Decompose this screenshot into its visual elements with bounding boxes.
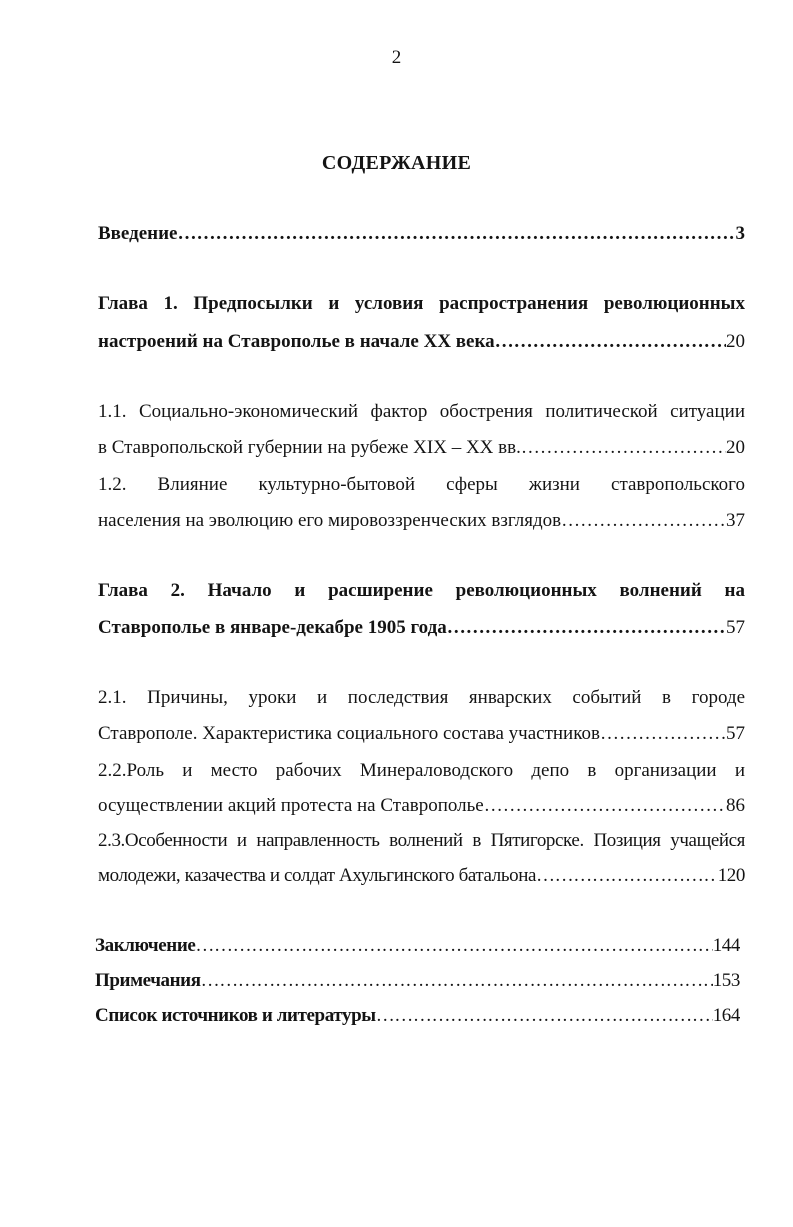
toc-entry-label: населения на эволюцию его мировоззренческих взглядов [98,510,562,531]
toc-section-1-1-line-2 [98,436,745,460]
toc-page-number: 153 [712,970,740,991]
toc-leader-dots [195,934,712,958]
toc-leader-dots [376,1004,713,1028]
toc-entry-label: Введение [98,223,178,244]
toc-leader-dots [561,509,726,533]
toc-section-2-1-line-2 [98,722,745,746]
toc-page-number: 57 [726,723,745,744]
toc-page-number: 37 [726,510,745,531]
toc-entry-label: Примечания [95,970,201,991]
toc-chapter-1-line-2 [98,330,745,354]
page-number: 2 [391,47,402,68]
toc-leader-dots [600,722,726,746]
toc-chapter-1-line-1: Глава 1. Предпосылки и условия распространения революционных [98,293,745,314]
toc-leader-dots [521,436,726,460]
toc-section-2-2-line-1: 2.2.Роль и место рабочих Минераловодского депо в организации и [98,760,745,781]
toc-page-number: 57 [726,617,745,638]
toc-section-2-1-line-1: 2.1. Причины, уроки и последствия январских событий в городе [98,687,745,708]
toc-entry-label: молодежи, казачества и солдат Ахульгинского батальона [98,865,537,886]
page-title: СОДЕРЖАНИЕ [321,152,472,174]
toc-entry-label: в Ставропольской губернии на рубеже XIX – XX вв. [98,437,521,458]
toc-entry-label: настроений на Ставрополье в начале XX века [98,331,495,352]
toc-page-number: 20 [726,437,745,458]
toc-page-number: 120 [717,865,745,886]
toc-entry-conclusion [95,934,740,958]
toc-entry-label: Заключение [95,935,196,956]
toc-section-1-2-line-1: 1.2. Влияние культурно-бытовой сферы жизни ставропольского [98,474,745,495]
toc-section-1-1-line-1: 1.1. Социально-экономический фактор обострения политической ситуации [98,401,745,422]
toc-section-2-2-line-2 [98,794,745,818]
toc-page-number: 3 [735,223,745,244]
toc-leader-dots [178,222,736,246]
toc-page-number: 20 [726,331,745,352]
toc-entry-label: Список источников и литературы [95,1005,376,1026]
toc-page-number: 86 [726,795,745,816]
toc-chapter-2-line-2 [98,616,745,640]
toc-section-1-2-line-2 [98,509,745,533]
toc-leader-dots [447,616,726,640]
toc-entry-sources [95,1004,740,1028]
toc-section-2-3-line-2 [98,864,745,888]
toc-leader-dots [201,969,713,993]
toc-section-2-3-line-1: 2.3.Особенности и направленность волнений в Пятигорске. Позиция учащейся [98,830,745,851]
toc-leader-dots [536,864,718,888]
toc-leader-dots [495,330,726,354]
toc-entry-label: Ставрополье в январе-декабре 1905 года [98,617,447,638]
toc-entry-label: осуществлении акций протеста на Ставрополье [98,795,484,816]
toc-entry-notes [95,969,740,993]
toc-chapter-2-line-1: Глава 2. Начало и расширение революционных волнений на [98,580,745,601]
toc-entry-intro [98,222,745,246]
toc-entry-label: Ставрополе. Характеристика социального состава участников [98,723,600,744]
toc-page-number: 164 [712,1005,740,1026]
toc-leader-dots [484,794,726,818]
toc-page-number: 144 [712,935,740,956]
